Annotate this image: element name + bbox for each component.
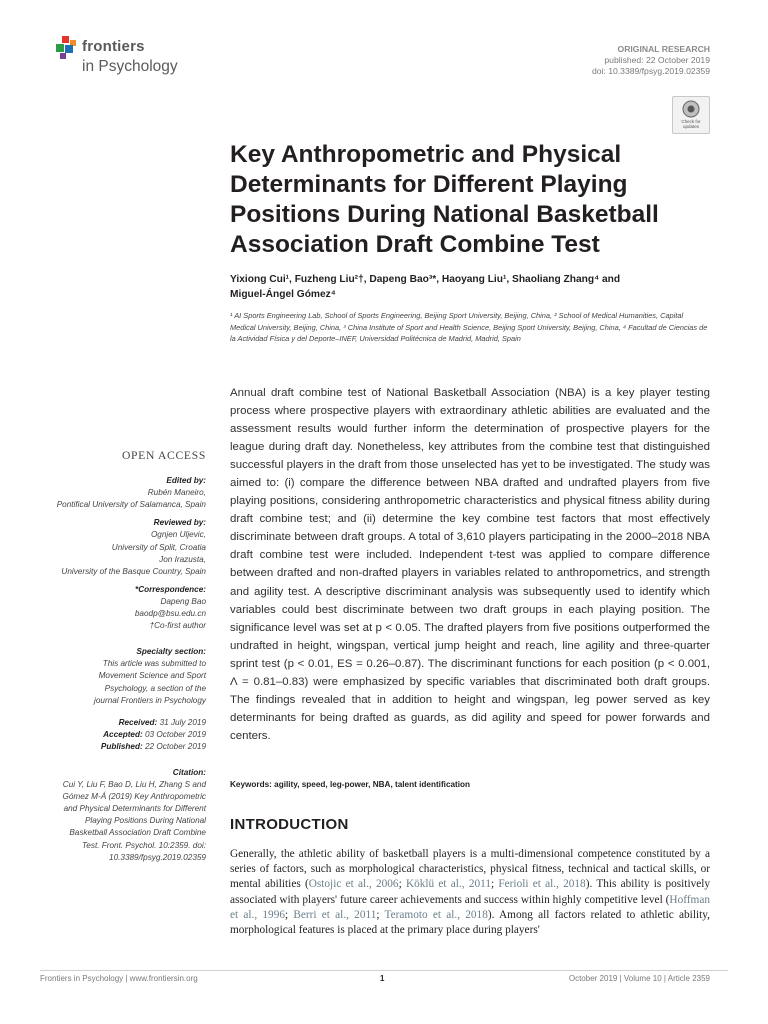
intro-sep: ;	[398, 878, 406, 891]
introduction-paragraph	[230, 847, 710, 938]
footer-issue: October 2019 | Volume 10 | Article 2359	[568, 974, 710, 983]
article-title: Key Anthropometric and Physical Determinants for Different Playing Positions During National Basketball Association Draft Combine Test	[230, 141, 659, 258]
intro-text-2: ). This ability is positively associated with players' future career achievements and success within highly competitive level (	[230, 878, 711, 906]
article-meta	[592, 44, 710, 77]
editor-name: Rubén Maneiro,	[147, 488, 206, 498]
editor-affiliation: Pontifical University of Salamanca, Spain	[56, 500, 206, 510]
citation-link[interactable]: Köklü et al., 2011	[405, 878, 491, 891]
reviewer-2-name: Jon Irazusta,	[159, 554, 206, 564]
accepted-row	[56, 729, 206, 741]
badge-label: Check for updates	[681, 119, 701, 129]
check-updates-icon	[673, 98, 709, 120]
reviewer-1-name: Ognjen Uljevic,	[150, 530, 206, 540]
reviewed-by-heading: Reviewed by:	[153, 518, 206, 528]
citation-link[interactable]: Berri et al., 2011	[293, 908, 377, 921]
article-type: ORIGINAL RESEARCH	[617, 44, 710, 54]
journal-name: in Psychology	[82, 58, 178, 75]
section-heading-introduction: INTRODUCTION	[230, 816, 349, 833]
reviewer-2-affiliation: University of the Basque Country, Spain	[61, 566, 206, 576]
edited-by-heading: Edited by:	[166, 476, 206, 486]
specialty-text: This article was submitted to Movement Science and Sport Psychology, a section of the journal Frontiers in Psychology	[94, 659, 206, 705]
received-label: Received:	[118, 717, 158, 727]
citation-link[interactable]: Ostojic et al., 2006	[308, 878, 399, 891]
intro-text-1: Generally, the athletic ability of basketball players is a multi-dimensional competence constituted by a series of factors, such as morphological characteristics, physical fitness, technical and tactical skills, or mental abilities (	[230, 848, 710, 891]
specialty-heading: Specialty section:	[136, 647, 206, 657]
published-label: Published:	[100, 741, 143, 751]
keywords	[230, 780, 710, 789]
published-row	[56, 741, 206, 753]
citation-link[interactable]: Hoffman et al., 1996	[230, 893, 710, 921]
published-date-sidebar: 22 October 2019	[145, 741, 206, 751]
citation-heading: Citation:	[172, 767, 206, 777]
correspondence-name: Dapeng Bao	[160, 596, 206, 606]
received-row	[56, 717, 206, 729]
received-date: 31 July 2019	[159, 717, 206, 727]
doi-link[interactable]: doi: 10.3389/fpsyg.2019.02359	[591, 66, 710, 76]
affiliations: ¹ AI Sports Engineering Lab, School of Sports Engineering, Beijing Sport University, Beijing, China, ² School of Medical Humanities, Capital Medical University, Beijing, China, ³ China Institute of Sport and Health Science, Beijing Sport University, Beijing, China, ⁴ Facultad de Ciencias de la Actividad Física y del Deporte–INEF, Universidad Politécnica de Madrid, Madrid, Spain	[230, 311, 708, 343]
check-for-updates-badge[interactable]	[672, 96, 710, 134]
accepted-label: Accepted:	[103, 729, 143, 739]
authors-line-2: Miguel-Ángel Gómez⁴	[230, 288, 336, 300]
keywords-label: Keywords:	[230, 780, 272, 789]
footer-journal[interactable]: Frontiers in Psychology | www.frontiersin.org	[40, 974, 198, 983]
open-access-label: OPEN ACCESS	[121, 449, 206, 462]
intro-text-3: ). Among all factors related to athletic ability, morphological features is placed at the primary place during players'	[230, 908, 710, 937]
authors-line-1: Yixiong Cui¹, Fuzheng Liu²†, Dapeng Bao³*, Haoyang Liu¹, Shaoliang Zhang⁴ and	[230, 274, 621, 285]
co-first-note: †Co-first author	[149, 621, 206, 631]
citation-link[interactable]: Ferioli et al., 2018	[498, 878, 586, 891]
correspondence-heading: *Correspondence:	[135, 584, 206, 594]
accepted-date: 03 October 2019	[145, 729, 206, 739]
journal-brand: frontiers	[82, 38, 145, 55]
author-list	[230, 273, 700, 302]
sidebar	[56, 450, 206, 864]
published-date: published: 22 October 2019	[604, 55, 710, 65]
intro-sep: ;	[376, 908, 385, 921]
keywords-list: agility, speed, leg-power, NBA, talent identification	[274, 780, 471, 789]
abstract: Annual draft combine test of National Basketball Association (NBA) is a key player testing process where prospective players with extraordinary athletic abilities are evaluated and the assessment results would further inform the determination of prospective players for the league during draft day. Nonetheless, key attributes from the combine test that distinguished successful players in the draft from those unselected has yet to be investigated. The study was aimed to: (i) compare the difference between NBA drafted and undrafted players from five playing positions, considering anthropometric characteristics and physical fitness ability during draft combine test; and (ii) determine the key combine test factors that most effectively discriminate between draft groups. A total of 3,610 players participating in the 2000–2018 NBA draft combine test were included. Independent t-test was applied to compare difference between drafted and non-drafted players in variables related to anthropometrics, and strength and agility test. A descriptive discriminant analysis was subsequently used to identify which variables could best discriminate between two draft groups in each playing position. The significance level was set at p < 0.05. The drafted players from five positions outperformed the undrafted in height, wingspan, vertical jump height and reach, line agility and three-quarter sprint test (p < 0.01, ES = 0.26–0.87). The discriminant functions for each position (p < 0.001, Λ = 0.81–0.83) were emphasized by specific variables that discriminated both draft groups. The findings revealed that in addition to height and wingspan, leg power served as key determinants for being drafted as guards, as did agility and speed for power forwards and centers.	[230, 387, 710, 742]
page-number: 1	[380, 974, 385, 983]
citation-text: Cui Y, Liu F, Bao D, Liu H, Zhang S and Gómez M-Á (2019) Key Anthropometric and Physical Determinants for Different Playing Positions During National Basketball Association Draft Combine Test. Front. Psychol. 10:2359. doi: 10.3389/fpsyg.2019.02359	[62, 780, 206, 862]
footer-divider	[40, 970, 728, 971]
correspondence-email[interactable]: baodp@bsu.edu.cn	[134, 609, 206, 619]
citation-link[interactable]: Teramoto et al., 2018	[384, 908, 488, 921]
intro-sep: ;	[285, 908, 294, 921]
frontiers-logo-icon	[56, 36, 80, 60]
intro-sep: ;	[491, 878, 499, 891]
reviewer-1-affiliation: University of Split, Croatia	[111, 542, 206, 552]
